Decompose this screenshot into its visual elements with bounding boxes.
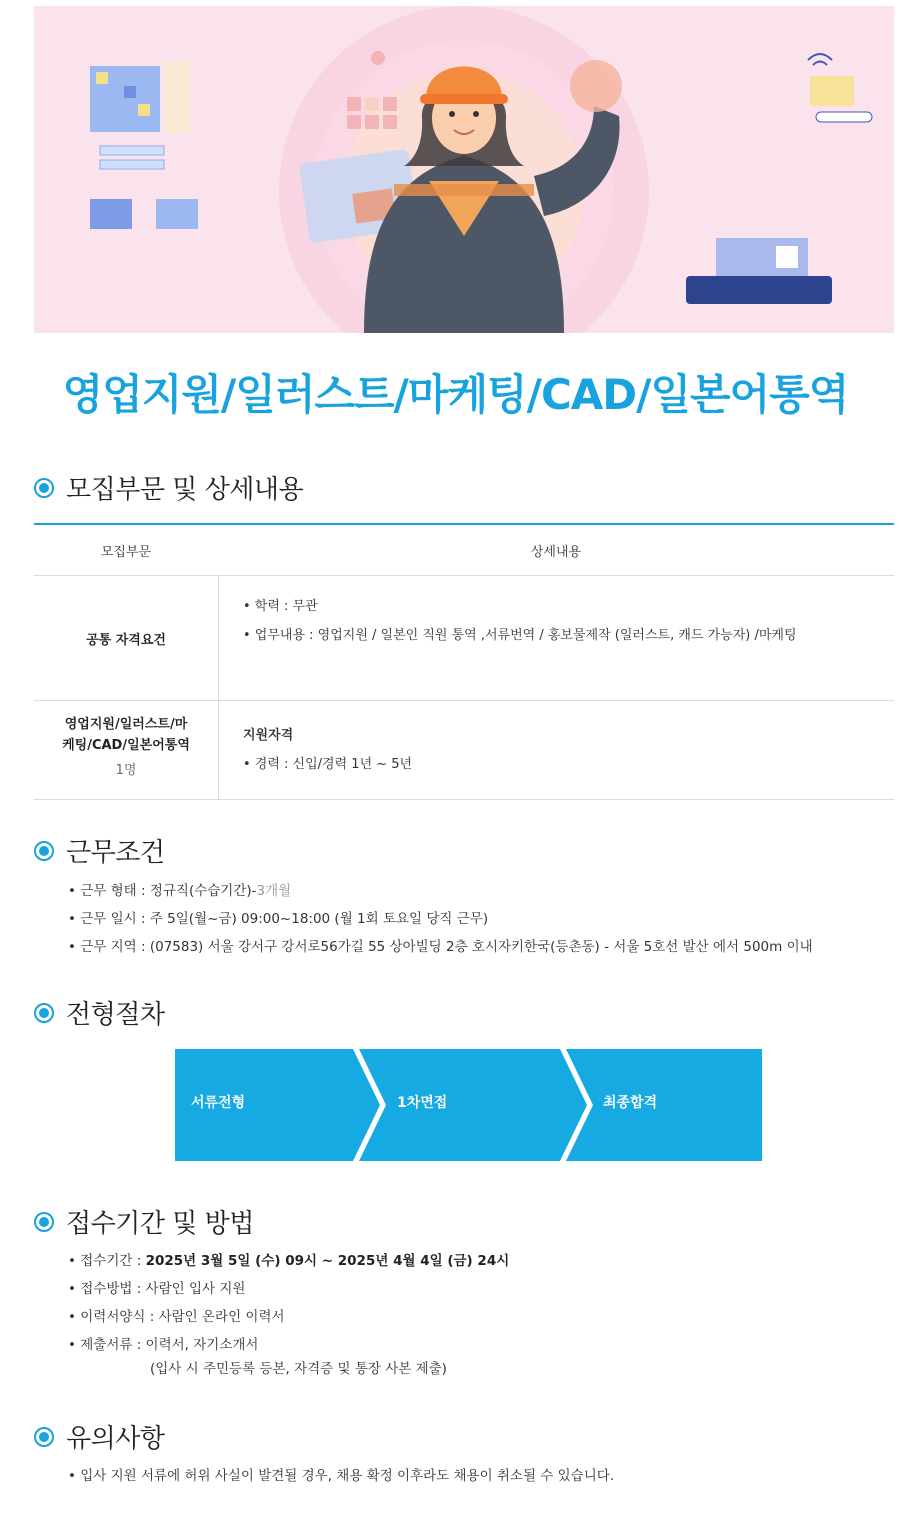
- section-heading-notes: 유의사항: [34, 1418, 164, 1455]
- header-detail: 상세내용: [530, 544, 582, 560]
- section-heading-apply: 접수기간 및 방법: [34, 1203, 254, 1240]
- detail-item: • 학력 : 무관: [243, 599, 318, 614]
- list-item: • 제출서류 : 이력서, 자기소개서: [68, 1337, 259, 1353]
- table-row: [34, 701, 894, 800]
- section-heading-recruit: 모집부문 및 상세내용: [34, 469, 303, 506]
- process-step-3: 최종합격: [603, 1095, 658, 1111]
- row-headcount: 1명: [115, 763, 137, 778]
- list-item: • 이력서양식 : 사람인 온라인 이력서: [68, 1309, 285, 1325]
- header-category: 모집부문: [100, 544, 152, 560]
- list-item: • 입사 지원 서류에 허위 사실이 발견될 경우, 채용 확정 이후라도 채용이 취소될 수 있습니다.: [68, 1468, 615, 1484]
- process-step-1: 서류전형: [191, 1095, 246, 1111]
- apply-list: [68, 1247, 509, 1381]
- table-header-row: [34, 525, 894, 576]
- hero-illustration: [34, 6, 894, 333]
- process-chevrons: [175, 1049, 762, 1161]
- process-step-2: 1차면접: [397, 1095, 448, 1111]
- list-item-note: (입사 시 주민등록 등본, 자격증 및 통장 사본 제출): [150, 1361, 447, 1377]
- bullet-circle-icon: [34, 1003, 54, 1023]
- row-category: 공통 자격요건: [34, 576, 219, 700]
- row-category-line: 케팅/CAD/일본어통역: [62, 738, 190, 753]
- section-heading-conditions: 근무조건: [34, 832, 164, 869]
- list-item: • 접수기간 : 2025년 3월 5일 (수) 09시 ~ 2025년 4월 4일 (금) 24시: [68, 1253, 510, 1269]
- table-row: [34, 576, 894, 701]
- detail-subtitle: 지원자격: [243, 728, 294, 743]
- hero-banner: [34, 6, 894, 333]
- detail-item: • 업무내용 : 영업지원 / 일본인 직원 통역 ,서류번역 / 홍보물제작 (일러스트, 캐드 가능자) /마케팅: [243, 628, 797, 643]
- section-heading-process: 전형절차: [34, 994, 164, 1031]
- bullet-circle-icon: [34, 841, 54, 861]
- notes-list: [68, 1462, 614, 1490]
- recruit-table: [34, 523, 894, 800]
- detail-item: • 경력 : 신입/경력 1년 ~ 5년: [243, 757, 413, 772]
- process-step-3-shape: [566, 1049, 762, 1161]
- row-category-line: 영업지원/일러스트/마: [64, 717, 188, 732]
- list-item: • 근무 지역 : (07583) 서울 강서구 강서로56가길 55 상아빌딩 2층 호시자키한국(등촌동) - 서울 5호선 발산 에서 500m 이내: [68, 939, 813, 955]
- bullet-circle-icon: [34, 1212, 54, 1232]
- page-title: 영업지원/일러스트/마케팅/CAD/일본어통역: [62, 370, 849, 419]
- list-item: • 근무 일시 : 주 5일(월~금) 09:00~18:00 (월 1회 토요일 당직 근무): [68, 911, 489, 927]
- conditions-list: [68, 877, 813, 961]
- bullet-circle-icon: [34, 1427, 54, 1447]
- bullet-circle-icon: [34, 478, 54, 498]
- list-item: • 접수방법 : 사람인 입사 지원: [68, 1281, 246, 1297]
- list-item: • 근무 형태 : 정규직(수습기간)-3개월: [68, 883, 292, 899]
- process-step-2-shape: [359, 1049, 587, 1161]
